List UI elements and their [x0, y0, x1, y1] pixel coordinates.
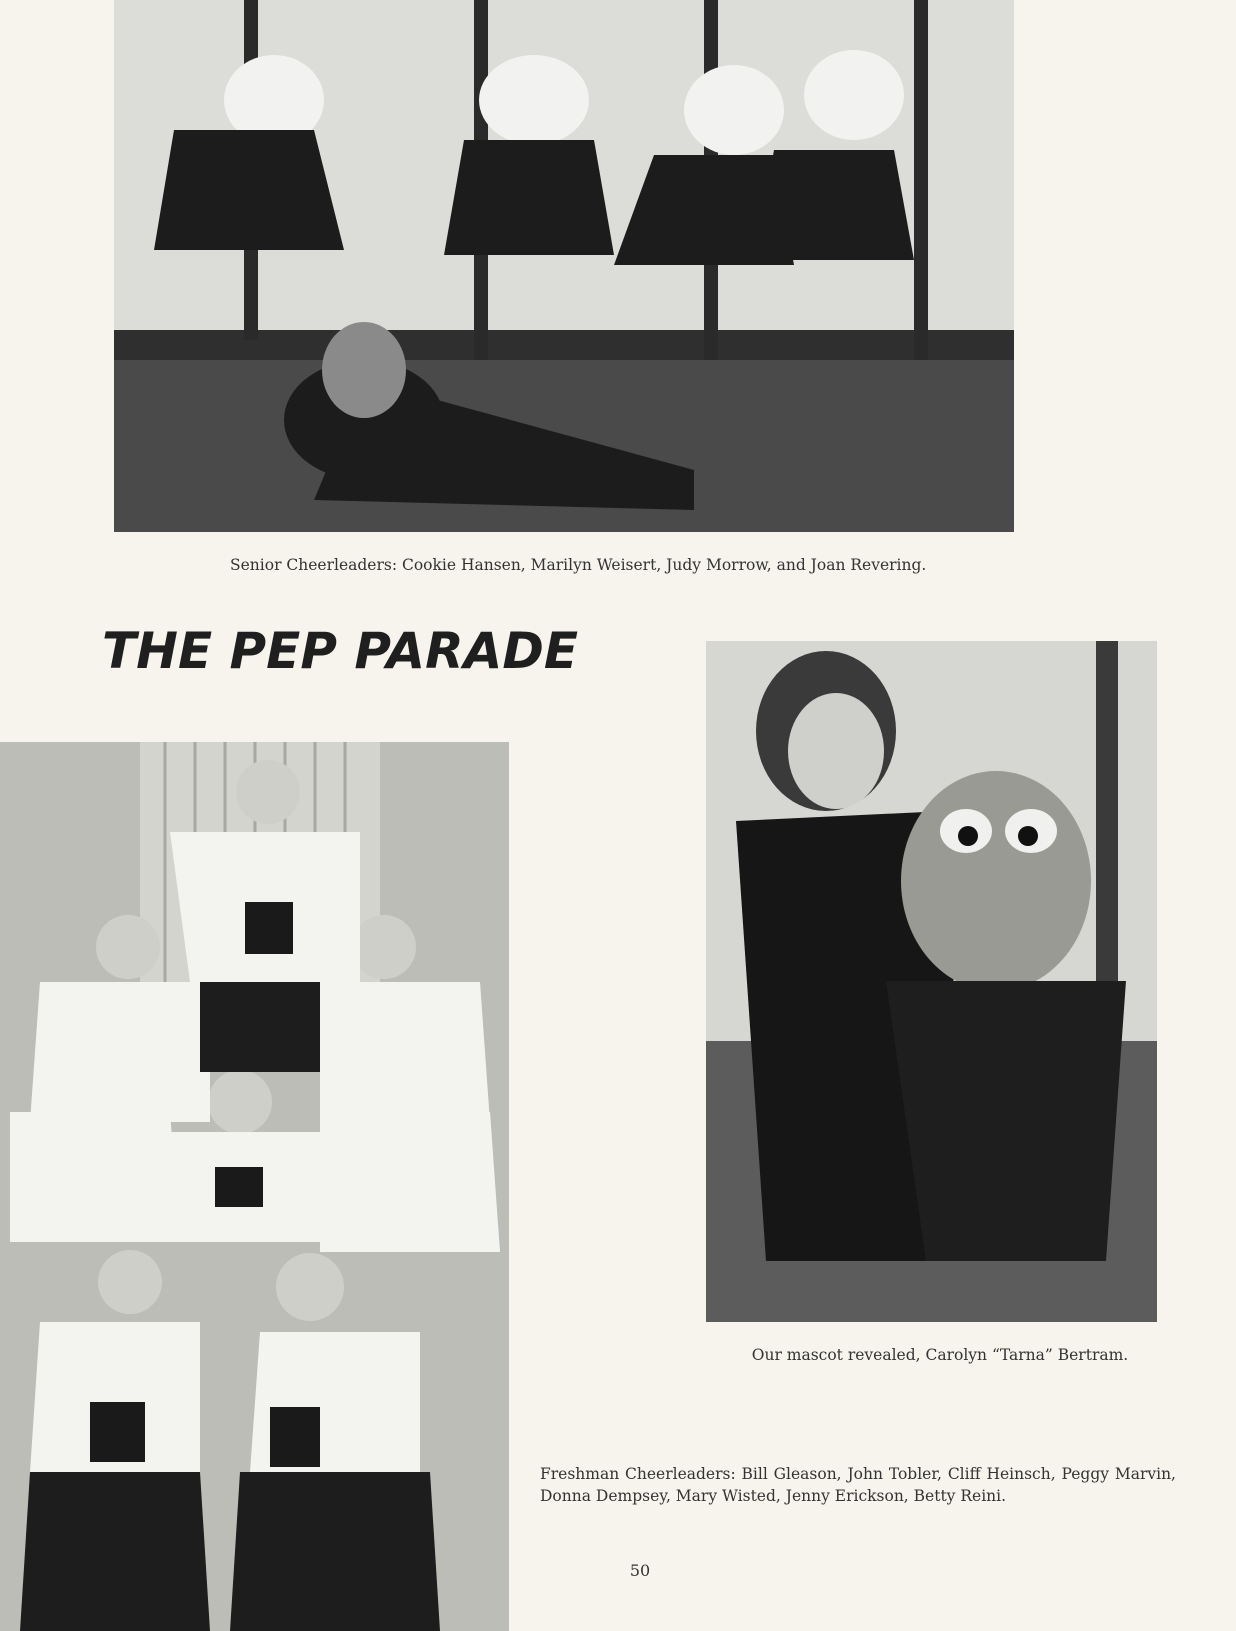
- senior-cheerleaders-caption: Senior Cheerleaders: Cookie Hansen, Marilyn Weisert, Judy Morrow, and Joan Revering.: [230, 556, 927, 574]
- page-title: THE PEP PARADE: [102, 622, 578, 680]
- mascot-revealed-photo: [706, 641, 1157, 1322]
- freshman-cheerleaders-photo: [0, 742, 509, 1631]
- freshman-cheerleaders-caption: Freshman Cheerleaders: Bill Gleason, John Tobler, Cliff Heinsch, Peggy Marvin, Donna Dempsey, Mary Wisted, Jenny Erickson, Betty Reini.: [540, 1465, 1176, 1505]
- page-number: 50: [629, 1561, 651, 1580]
- mascot-caption: Our mascot revealed, Carolyn “Tarna” Bertram.: [751, 1346, 1129, 1364]
- senior-cheerleaders-photo: [114, 0, 1014, 532]
